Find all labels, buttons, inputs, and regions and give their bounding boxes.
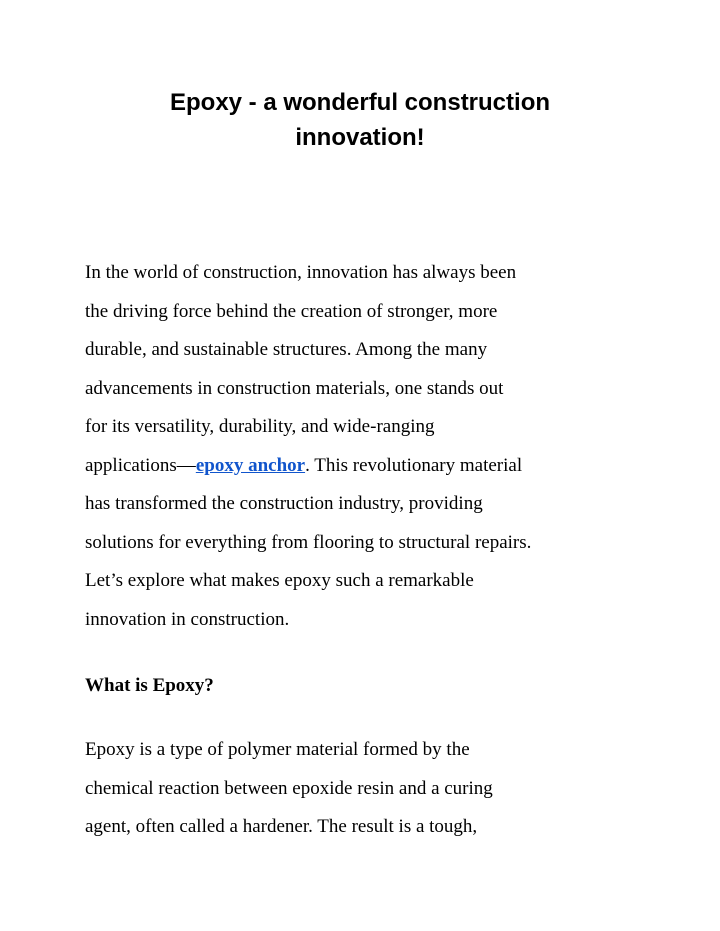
section-line-2: chemical reaction between epoxide resin and a curing: [85, 777, 493, 799]
section-heading: What is Epoxy?: [85, 675, 214, 696]
intro-paragraph: [85, 254, 645, 639]
title-line-1: Epoxy - a wonderful construction: [169, 89, 551, 116]
intro-line-1: In the world of construction, innovation has always been: [85, 262, 517, 283]
intro-line-9: Let’s explore what makes epoxy such a remarkable: [85, 570, 474, 591]
intro-line-7: has transformed the construction industry, providing: [85, 493, 483, 514]
intro-line-6-start: applications—: [85, 454, 196, 476]
page-title: [110, 85, 610, 155]
intro-line-2: the driving force behind the creation of stronger, more: [85, 300, 498, 322]
section-line-1: Epoxy is a type of polymer material formed by the: [85, 739, 470, 760]
intro-line-5: for its versatility, durability, and wide-ranging: [85, 416, 435, 437]
intro-line-6-end: . This revolutionary material: [305, 454, 523, 476]
epoxy-anchor-link[interactable]: epoxy anchor: [195, 454, 306, 476]
title-line-2: innovation!: [295, 124, 425, 151]
intro-line-3: durable, and sustainable structures. Among the many: [85, 339, 488, 360]
intro-line-6: [85, 447, 645, 486]
intro-line-8: solutions for everything from flooring to structural repairs.: [85, 531, 532, 553]
intro-line-10: innovation in construction.: [85, 608, 290, 630]
intro-line-4: advancements in construction materials, one stands out: [85, 377, 504, 399]
section-line-3: agent, often called a hardener. The result is a tough,: [85, 816, 478, 837]
section-paragraph: [85, 731, 645, 847]
